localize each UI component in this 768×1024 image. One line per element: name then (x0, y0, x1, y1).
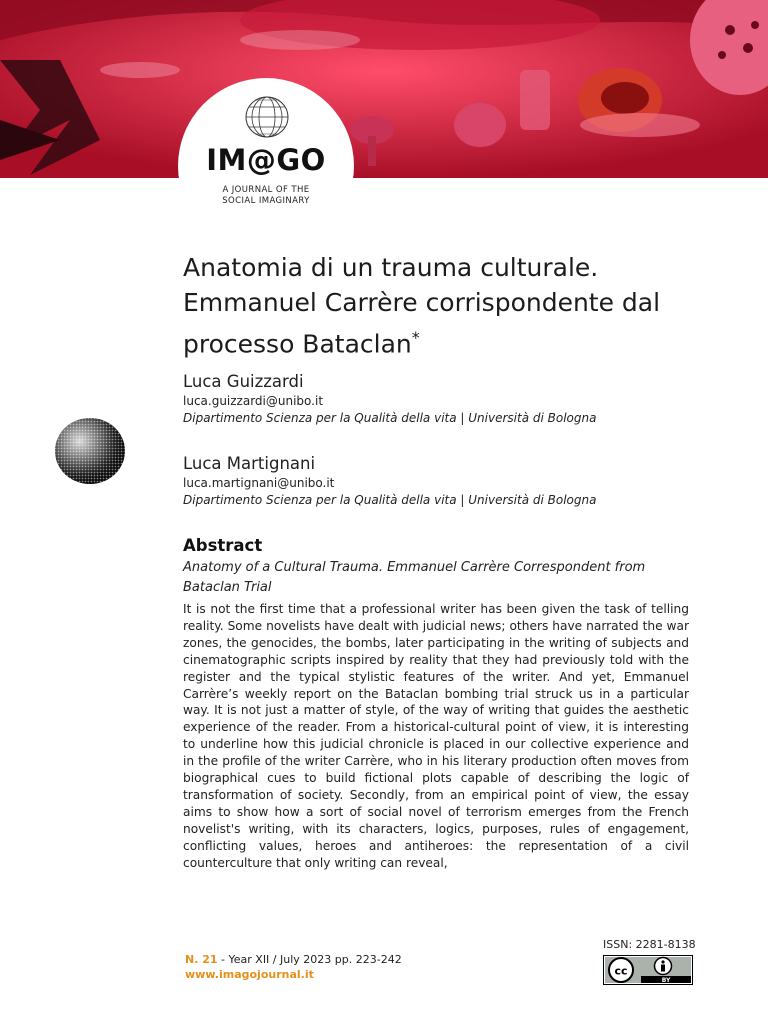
title-line-3-text: processo Bataclan (183, 329, 412, 359)
author-name: Luca Martignani (183, 454, 316, 473)
author-block-2 (183, 453, 743, 509)
author-email[interactable]: luca.martignani@unibo.it (183, 476, 335, 490)
journal-subtitle-line2: SOCIAL IMAGINARY (222, 196, 310, 206)
title-line-1: Anatomia di un trauma culturale. (183, 253, 599, 282)
author-name: Luca Guizzardi (183, 372, 304, 391)
author-email[interactable]: luca.guizzardi@unibo.it (183, 394, 324, 408)
issue-details: - Year XII / July 2023 pp. 223-242 (217, 953, 402, 966)
author-block-1 (183, 371, 743, 427)
title-line-2: Emmanuel Carrère corrispondente dal (183, 288, 661, 317)
banner-illustration (0, 0, 768, 178)
abstract-body: It is not the first time that a professional writer has been given the task of telling reality. Some novelists have dealt with judicial news; others have narrated the war zones, the genocides, the bombs, later participating in the writing of subjects and cinematographic scripts inspired by reality that they had previously told with the register and the typical stylistic features of the writer. And yet, Emmanuel Carrère’s weekly report on the Bataclan bombing trial struck us in a particular way. It is not just a matter of style, of the way of writing that guides the aesthetic experience of the reader. From a historical-cultural point of view, it is interesting to underline how this judicial chronicle is placed in our collective experience and in the profile of the writer Carrère, who in his literary production often moves from biographical cues to build fictional plots capable of describing the logic of transformation of society. Secondly, from an empirical point of view, the essay aims to show how a sort of social novel of terrorism emerges from the French novelist's writing, with its characters, logics, purposes, rules of engagement, conflicting values, heroes and antiheroes: the representation of a civil counterculture that only writing can reveal, (183, 602, 689, 870)
journal-website-link[interactable]: www.imagojournal.it (185, 968, 314, 981)
cc-by-label: BY (661, 977, 671, 984)
journal-logo: IM@GO (206, 143, 326, 177)
cc-mark-icon: cc (614, 964, 628, 978)
journal-subtitle-line1: A JOURNAL OF THE (222, 185, 310, 195)
issn: ISSN: 2281-8138 (603, 938, 696, 951)
title-line-3 (183, 320, 743, 361)
title-footnote-mark: * (411, 328, 420, 347)
author-affiliation: Dipartimento Scienza per la Qualità della vita | Università di Bologna (183, 411, 597, 425)
globe-grid-icon (243, 94, 291, 140)
cc-by-license-icon[interactable] (603, 955, 693, 985)
abstract-english-title: Anatomy of a Cultural Trauma. Emmanuel Carrère Correspondent from Bataclan Trial (183, 560, 646, 595)
article-title (183, 250, 743, 361)
issue-info (185, 952, 402, 967)
issue-number: N. 21 (185, 953, 218, 966)
journal-subtitle (196, 185, 336, 207)
author-affiliation: Dipartimento Scienza per la Qualità della vita | Università di Bologna (183, 493, 597, 507)
abstract-heading: Abstract (183, 536, 263, 555)
header-banner-image (0, 0, 768, 178)
halftone-sphere-icon (54, 417, 126, 485)
